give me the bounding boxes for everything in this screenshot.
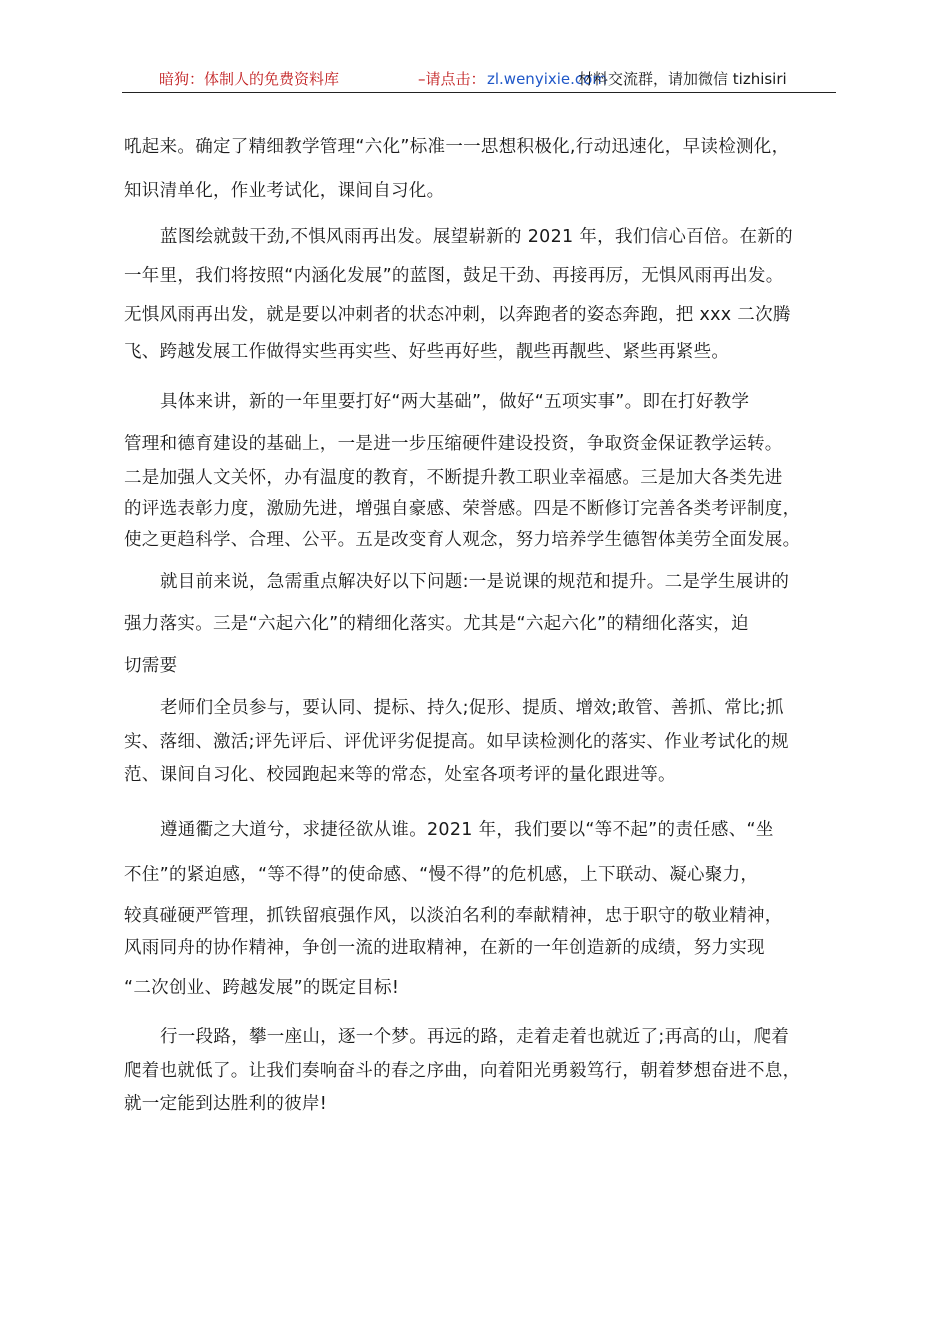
text-line: 无惧风雨再出发，就是要以冲刺者的状态冲刺，以奔跑者的姿态奔跑，把 xxx 二次腾 (124, 305, 791, 325)
text-line: 使之更趋科学、合理、公平。五是改变育人观念，努力培养学生德智体美劳全面发展。 (124, 530, 801, 550)
text-line: 具体来讲，新的一年里要打好“两大基础”，做好“五项实事”。即在打好教学 (160, 392, 750, 412)
text-line: 就一定能到达胜利的彼岸! (124, 1094, 328, 1114)
header-brand: 暗狗：体制人的免费资料库 (159, 70, 340, 88)
text-line: 二是加强人文关怀，办有温度的教育，不断提升教工职业幸福感。三是加大各类先进 (124, 468, 783, 488)
text-line: 爬着也就低了。让我们奏响奋斗的春之序曲，向着阳光勇毅笃行，朝着梦想奋进不息， (124, 1061, 801, 1081)
text-line: 飞、跨越发展工作做得实些再实些、好些再好些，靓些再靓些、紧些再紧些。 (124, 342, 730, 362)
text-line: 蓝图绘就鼓干劲,不惧风雨再出发。展望崭新的 2021 年，我们信心百倍。在新的 (160, 227, 793, 247)
text-line: 一年里，我们将按照“内涵化发展”的蓝图，鼓足干劲、再接再厉，无惧风雨再出发。 (124, 266, 784, 286)
text-line: 就目前来说，急需重点解决好以下问题:一是说课的规范和提升。二是学生展讲的 (160, 572, 790, 592)
text-line: 知识清单化，作业考试化，课间自习化。 (124, 181, 445, 201)
text-line: 老师们全员参与，要认同、提标、持久;促形、提质、增效;敢管、善抓、常比;抓 (160, 698, 784, 718)
text-line: 遵通衢之大道兮，求捷径欲从谁。2021 年，我们要以“等不起”的责任感、“坐 (160, 820, 774, 840)
text-line: 风雨同舟的协作精神，争创一流的进取精神，在新的一年创造新的成绩，努力实现 (124, 938, 765, 958)
page-header (122, 66, 836, 93)
text-line: 吼起来。确定了精细教学管理“六化”标准一一思想积极化,行动迅速化，早读检测化， (124, 137, 790, 157)
header-wechat-note: 材料交流群，请加微信 tizhisiri (578, 70, 787, 88)
text-line: 行一段路，攀一座山，逐一个梦。再远的路，走着走着也就近了;再高的山，爬着 (160, 1027, 790, 1047)
text-line: 管理和德育建设的基础上，一是进一步压缩硬件建设投资，争取资金保证教学运转。 (124, 434, 783, 454)
text-line: 范、课间自习化、校园跑起来等的常态，处室各项考评的量化跟进等。 (124, 765, 676, 785)
header-url-link[interactable]: zl.wenyixie.com (487, 70, 607, 88)
text-line: 强力落实。三是“六起六化”的精细化落实。尤其是“六起六化”的精细化落实，迫 (124, 614, 749, 634)
text-line: 实、落细、激活;评先评后、评优评劣促提高。如早读检测化的落实、作业考试化的规 (124, 732, 789, 752)
text-line: 较真碰硬严管理，抓铁留痕强作风，以淡泊名利的奉献精神，忠于职守的敬业精神， (124, 906, 783, 926)
header-click-prompt: –请点击： (418, 70, 486, 88)
text-line: 的评选表彰力度，激励先进，增强自豪感、荣誉感。四是不断修订完善各类考评制度， (124, 499, 801, 519)
text-line: “二次创业、跨越发展”的既定目标! (124, 978, 400, 998)
text-line: 不住”的紧迫感，“等不得”的使命感、“慢不得”的危机感，上下联动、凝心聚力， (124, 865, 759, 885)
text-line: 切需要 (124, 656, 178, 676)
